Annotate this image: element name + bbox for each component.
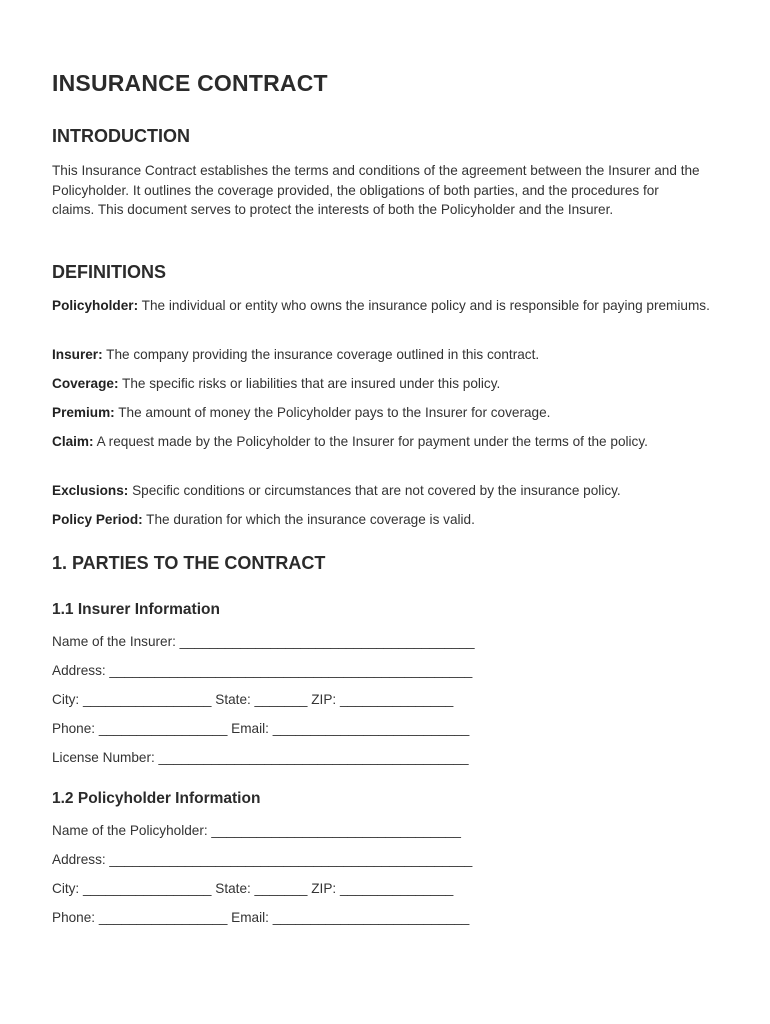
definition-text: The individual or entity who owns the insurance policy and is responsible for paying premiums.: [138, 298, 710, 313]
insurer-address-field[interactable]: Address: ________________________________________________: [52, 663, 473, 678]
definition-term: Policyholder:: [52, 298, 139, 313]
definition-term: Claim:: [52, 434, 94, 449]
definition-insurer: [52, 345, 712, 365]
insurer-name-field[interactable]: Name of the Insurer: _______________________________________: [52, 634, 475, 649]
definition-term: Policy Period:: [52, 512, 143, 527]
definition-term: Exclusions:: [52, 483, 129, 498]
definition-policy-period: [52, 510, 712, 530]
insurer-phone-email-field[interactable]: Phone: _________________ Email: __________________________: [52, 721, 470, 736]
policyholder-name-field[interactable]: Name of the Policyholder: _________________________________: [52, 823, 461, 838]
definition-policyholder: [52, 296, 712, 316]
definition-exclusions: [52, 481, 712, 501]
policyholder-address-field[interactable]: Address: ________________________________________________: [52, 852, 473, 867]
insurer-info-heading: 1.1 Insurer Information: [52, 601, 220, 618]
definition-text: Specific conditions or circumstances that are not covered by the insurance policy.: [128, 483, 621, 498]
definition-coverage: [52, 374, 712, 394]
definition-text: The company providing the insurance coverage outlined in this contract.: [102, 347, 540, 362]
definition-text: A request made by the Policyholder to the Insurer for payment under the terms of the policy.: [93, 434, 648, 449]
introduction-heading: INTRODUCTION: [52, 126, 190, 146]
policyholder-info-heading: 1.2 Policyholder Information: [52, 790, 261, 807]
definition-term: Coverage:: [52, 376, 119, 391]
insurer-city-state-zip-field[interactable]: City: _________________ State: _______ ZIP: _______________: [52, 692, 454, 707]
document-title: INSURANCE CONTRACT: [52, 70, 328, 96]
definition-term: Insurer:: [52, 347, 103, 362]
definition-text: The specific risks or liabilities that are insured under this policy.: [118, 376, 501, 391]
definition-premium: [52, 403, 712, 423]
insurer-license-field[interactable]: License Number: _________________________________________: [52, 750, 469, 765]
introduction-text: This Insurance Contract establishes the terms and conditions of the agreement between the Insurer and the Policyholder. It outlines the coverage provided, the obligations of both parties, and the procedures for claims. This document serves to protect the interests of both the Policyholder and the Insurer.: [52, 163, 700, 218]
section-parties-heading: 1. PARTIES TO THE CONTRACT: [52, 553, 326, 573]
definitions-heading: DEFINITIONS: [52, 262, 167, 282]
policyholder-phone-email-field[interactable]: Phone: _________________ Email: __________________________: [52, 910, 470, 925]
definition-claim: [52, 432, 712, 452]
definition-text: The duration for which the insurance coverage is valid.: [142, 512, 475, 527]
definition-term: Premium:: [52, 405, 115, 420]
policyholder-city-state-zip-field[interactable]: City: _________________ State: _______ ZIP: _______________: [52, 881, 454, 896]
definition-text: The amount of money the Policyholder pays to the Insurer for coverage.: [114, 405, 551, 420]
